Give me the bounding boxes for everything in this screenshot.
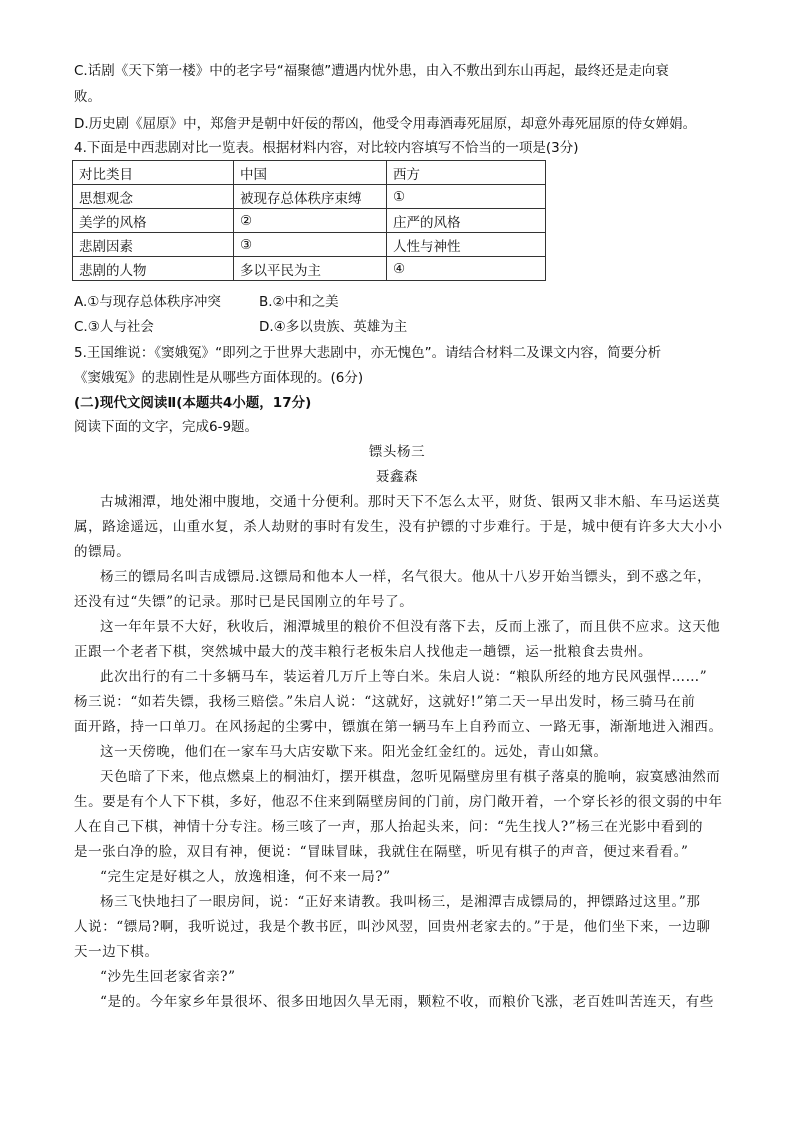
q4-stem: 4.下面是中西悲剧对比一览表。根据材料内容，对比较内容填写不恰当的一项是(3分) (74, 140, 579, 156)
story-line: “是的。今年家乡年景很坏、很多田地因久旱无雨，颗粒不收，而粮价飞涨，老百姓叫苦连天，有些 (100, 994, 714, 1010)
table-cell: 悲剧因素 (73, 233, 234, 257)
table-header-cell: 中国 (234, 161, 387, 185)
story-line: 生。要是有个人下下棋，多好，他忍不住来到隔壁房间的门前，房门敞开着，一个穿长衫的很文弱的中年 (74, 794, 723, 810)
q3-option-d: D.历史剧《屈原》中，郑詹尹是朝中奸佞的帮凶，他受令用毒酒毒死屈原，却意外毒死屈原的侍女婵娟。 (74, 116, 697, 132)
table-cell: 思想观念 (73, 185, 234, 209)
table-header-cell: 对比类目 (73, 161, 234, 185)
story-line: 还没有过“失镖”的记录。那时已是民国刚立的年号了。 (74, 594, 414, 610)
table-cell: ① (387, 185, 546, 209)
story-line: 属，路途遥远，山重水复，杀人劫财的事时有发生，没有护镖的寸步难行。于是，城中便有许多大大小小 (74, 519, 723, 535)
table-cell: ③ (234, 233, 387, 257)
q5-line2: 《窦娥冤》的悲剧性是从哪些方面体现的。(6分) (74, 370, 364, 386)
story-line: 天色暗了下来，他点燃桌上的桐油灯，摆开棋盘，忽听见隔壁房里有棋子落桌的脆响，寂寞感油然而 (100, 769, 721, 785)
comparison-table (72, 160, 546, 281)
story-line: 人在自己下棋，神情十分专注。杨三咳了一声，那人抬起头来，问：“先生找人?”杨三在光影中看到的 (74, 819, 704, 835)
story-line: 是一张白净的脸，双目有神，便说：“冒昧冒昧，我就住在隔壁，听见有棋子的声音，便过来看看。” (74, 844, 689, 860)
q4-option-d: D.④多以贵族、英雄为主 (259, 319, 408, 335)
story-line: 杨三说：“如若失镖，我杨三赔偿。”朱启人说：“这就好，这就好!”第二天一早出发时，杨三骑马在前 (74, 694, 696, 710)
table-row (73, 209, 546, 233)
story-line: 杨三的镖局名叫吉成镖局.这镖局和他本人一样，名气很大。他从十八岁开始当镖头，到不惑之年， (100, 569, 712, 585)
story-line: “完生定是好棋之人，放逸相逢，何不来一局?” (100, 869, 391, 885)
table-row (73, 257, 546, 281)
story-line: 人说：“镖局?啊，我听说过，我是个教书匠，叫沙风翌，回贵州老家去的。”于是，他们坐下来，一边聊 (74, 919, 711, 935)
section-instruction: 阅读下面的文字，完成6-9题。 (74, 419, 259, 435)
table-cell: 悲剧的人物 (73, 257, 234, 281)
story-line: 这一年年景不大好，秋收后，湘潭城里的粮价不但没有落下去，反而上涨了，而且供不应求。这天他 (100, 619, 721, 635)
q4-option-b: B.②中和之美 (259, 294, 339, 310)
table-cell: 庄严的风格 (387, 209, 546, 233)
story-title: 镖头杨三 (368, 444, 426, 460)
table-cell: 多以平民为主 (234, 257, 387, 281)
q3-option-c-line1: C.话剧《天下第一楼》中的老字号“福聚德”遭遇内忧外患，由入不敷出到东山再起，最终还是走向衰 (74, 63, 669, 79)
table-row (73, 233, 546, 257)
table-header-row (73, 161, 546, 185)
table-header-cell: 西方 (387, 161, 546, 185)
table-cell: ② (234, 209, 387, 233)
story-line: 这一天傍晚，他们在一家车马大店安歇下来。阳光金红金红的。远处，青山如黛。 (100, 744, 608, 760)
q5-line1: 5.王国维说：《窦娥冤》“即列之于世界大悲剧中，亦无愧色”。请结合材料二及课文内容，简要分析 (74, 345, 662, 361)
table-cell: ④ (387, 257, 546, 281)
story-author: 聂鑫森 (375, 469, 419, 485)
story-line: 杨三飞快地扫了一眼房间，说：“正好来请教。我叫杨三，是湘潭吉成镖局的，押镖路过这里。”那 (100, 894, 701, 910)
table-cell: 被现存总体秩序束缚 (234, 185, 387, 209)
story-line: “沙先生回老家省亲?” (100, 969, 236, 985)
section-heading: (二)现代文阅读Ⅱ(本题共4小题，17分) (74, 395, 312, 411)
table-cell: 美学的风格 (73, 209, 234, 233)
story-line: 古城湘潭，地处湘中腹地，交通十分便利。那时天下不怎么太平，财货、银两又非木船、车马运送莫 (100, 494, 721, 510)
q4-option-c: C.③人与社会 (74, 319, 154, 335)
q3-option-c-line2: 败。 (74, 89, 101, 105)
q4-option-a: A.①与现存总体秩序冲突 (74, 294, 221, 310)
table-cell: 人性与神性 (387, 233, 546, 257)
story-line: 的镖局。 (74, 544, 131, 560)
story-line: 天一边下棋。 (74, 944, 159, 960)
story-line: 此次出行的有二十多辆马车，装运着几万斤上等白米。朱启人说：“粮队所经的地方民风强悍……” (100, 669, 708, 685)
story-line: 正跟一个老者下棋，突然城中最大的茂丰粮行老板朱启人找他走一趟镖，运一批粮食去贵州。 (74, 644, 653, 660)
story-line: 面开路，持一口单刀。在风扬起的尘雾中，镖旗在第一辆马车上自矜而立、一路无事，渐渐地进入湘西。 (74, 719, 723, 735)
table-row (73, 185, 546, 209)
